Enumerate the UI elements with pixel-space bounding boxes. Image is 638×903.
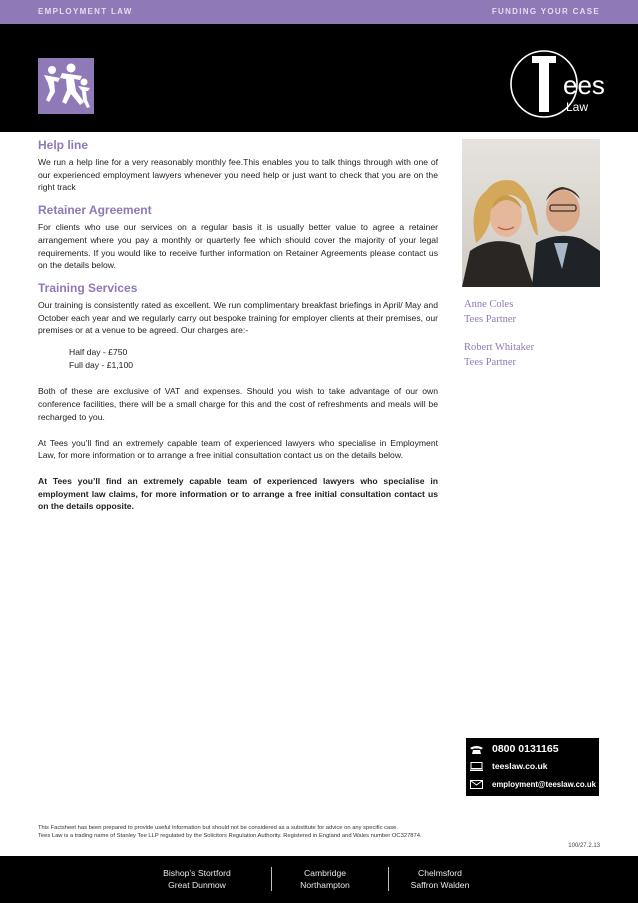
- email-link[interactable]: employment@teeslaw.co.uk: [492, 780, 596, 789]
- svg-text:Law: Law: [566, 100, 589, 114]
- person-robert: [464, 341, 534, 370]
- header-band: [0, 24, 638, 132]
- office-name: Saffron Walden: [410, 880, 470, 890]
- office-name: Bishop’s Stortford: [163, 868, 231, 878]
- office-column: [385, 867, 495, 891]
- contact-box: [466, 738, 599, 796]
- top-bar: [0, 0, 638, 24]
- tees-law-logo: [508, 44, 608, 128]
- people-group-icon: [38, 58, 94, 114]
- office-column: [270, 867, 380, 891]
- person-anne: [464, 298, 534, 327]
- disclaimer: [38, 824, 422, 840]
- phone-number[interactable]: 0800 0131165: [492, 743, 559, 755]
- paragraph: Both of these are exclusive of VAT and expenses. Should you wish to take advantage of our own conference facilities, there will be a small charge for this and the cost of refreshments and meals will be recharged to you.: [38, 386, 438, 422]
- svg-text:ees: ees: [563, 70, 605, 100]
- office-name: Great Dunmow: [168, 880, 226, 890]
- topic-label: FUNDING YOUR CASE: [491, 7, 600, 16]
- section-heading: Help line: [38, 138, 89, 152]
- office-name: Chelmsford: [418, 868, 462, 878]
- retainer-section: [38, 203, 438, 272]
- charges-list: [38, 346, 438, 371]
- envelope-icon: [470, 780, 483, 789]
- paragraph: Our training is consistently rated as excellent. We run complimentary breakfast briefings in April/ May and October each year and we regularly carry out bespoke training for employer clients at their premises, our premises or at a venue to be agreed. Our charges are:-: [38, 299, 438, 336]
- person-name: Anne Coles: [464, 299, 514, 310]
- section-heading: Training Services: [38, 280, 138, 295]
- charge-item: Half day - £750: [69, 347, 128, 358]
- helpline-section: [38, 138, 438, 194]
- partner-names: [464, 298, 534, 384]
- section-label: EMPLOYMENT LAW: [38, 7, 133, 16]
- partners-photo: [462, 139, 600, 287]
- paragraph: For clients who use our services on a regular basis it is usually better value to agree a retainer arrangement where you pay a monthly or quarterly fee which should cover the majority of your legal requirements. If you would like to receive further information on Retainer Agreements please contact us on the details below.: [38, 222, 438, 271]
- office-column: [142, 867, 252, 891]
- email-row[interactable]: [470, 780, 596, 789]
- office-name: Northampton: [300, 880, 350, 890]
- person-role: Tees Partner: [464, 356, 517, 368]
- phone-row[interactable]: [470, 743, 559, 755]
- footer-offices: [0, 856, 638, 903]
- paragraph: At Tees you’ll find an extremely capable team of experienced lawyers who specialise in Employment Law, for more information or to arrange a free initial consultation contact us on the details below.: [38, 437, 438, 461]
- person-role: Tees Partner: [464, 313, 517, 325]
- website-row[interactable]: [470, 761, 548, 771]
- closing-paragraph: At Tees you’ll find an extremely capable team of experienced lawyers who specialise in employment law claims, for more information or to arrange a free initial consultation contact us on the details opposite.: [38, 475, 438, 512]
- disclaimer-line: Tees Law is a trading name of Stanley Tee LLP regulated by the Solicitors Regulation Authority. Registered in England and Wales number OC327874.: [38, 833, 422, 839]
- website-link[interactable]: teeslaw.co.uk: [492, 761, 548, 771]
- section-heading: Retainer Agreement: [38, 203, 152, 218]
- phone-icon: [470, 745, 483, 754]
- main-content: [38, 138, 438, 521]
- office-name: Cambridge: [303, 868, 347, 878]
- paragraph: We run a help line for a very reasonably monthly fee.This enables you to talk things through with one of our experienced employment lawyers whenever you need help or just want to check that you are on the right track: [38, 157, 438, 193]
- training-section: [38, 281, 438, 513]
- disclaimer-line: This Factsheet has been prepared to provide useful information but should not be considered as a substitute for advice on any specific case.: [38, 825, 398, 831]
- reference-code: 100/27.2.13: [568, 843, 600, 849]
- person-name: Robert Whitaker: [464, 342, 535, 354]
- computer-icon: [470, 762, 483, 771]
- charge-item: Full day - £1,100: [69, 359, 134, 370]
